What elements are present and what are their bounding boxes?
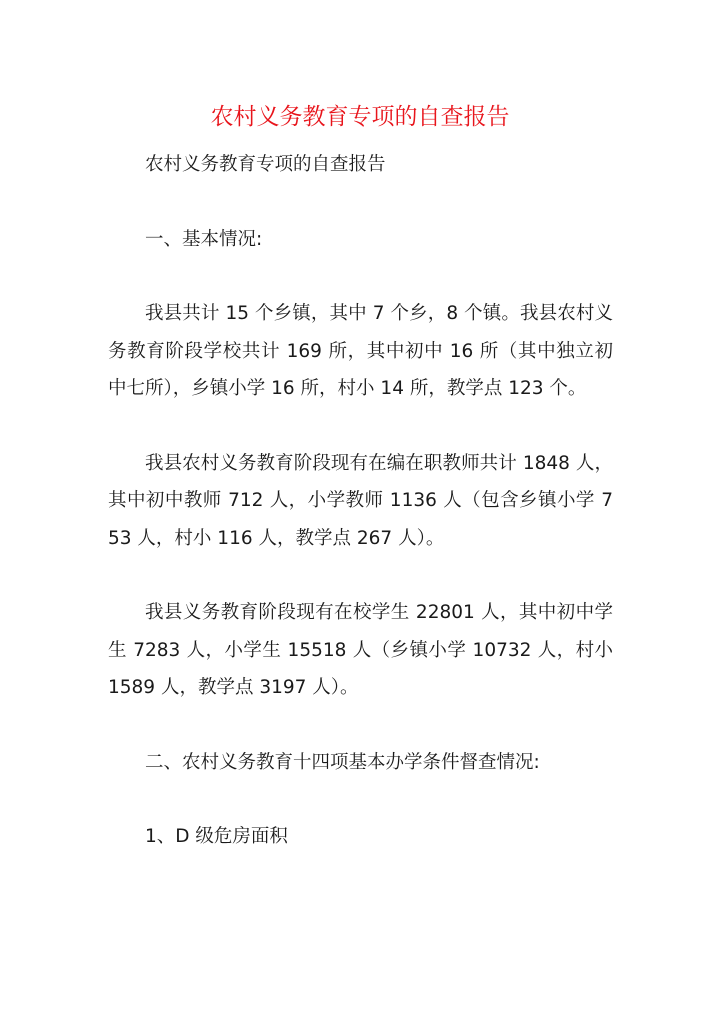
paragraph-teachers: 我县农村义务教育阶段现有在编在职教师共计 1848 人，其中初中教师 712 人，小学教师 1136 人（包含乡镇小学 753 人，村小 116 人，教学点 267 人）。 [108,452,613,549]
paragraph-section-basic-heading: 一、基本情况: [145,228,263,250]
paragraph-students: 我县义务教育阶段现有在校学生 22801 人，其中初中学生 7283 人，小学生 15518 人（乡镇小学 10732 人，村小 1589 人，教学点 3197 人）。 [108,602,613,698]
paragraph-item-1: 1、D 级危房面积 [145,826,288,847]
paragraph-schools: 我县共计 15 个乡镇，其中 7 个乡，8 个镇。我县农村义务教育阶段学校共计 169 所，其中初中 16 所（其中独立初中七所），乡镇小学 16 所，村小 14 所，教学点 123 个。 [108,303,613,399]
document-title: 农村义务教育专项的自查报告 [210,104,510,130]
document-body [108,146,613,893]
paragraph-section-inspection-heading: 二、农村义务教育十四项基本办学条件督查情况: [145,751,540,773]
paragraph-subtitle: 农村义务教育专项的自查报告 [145,154,386,175]
